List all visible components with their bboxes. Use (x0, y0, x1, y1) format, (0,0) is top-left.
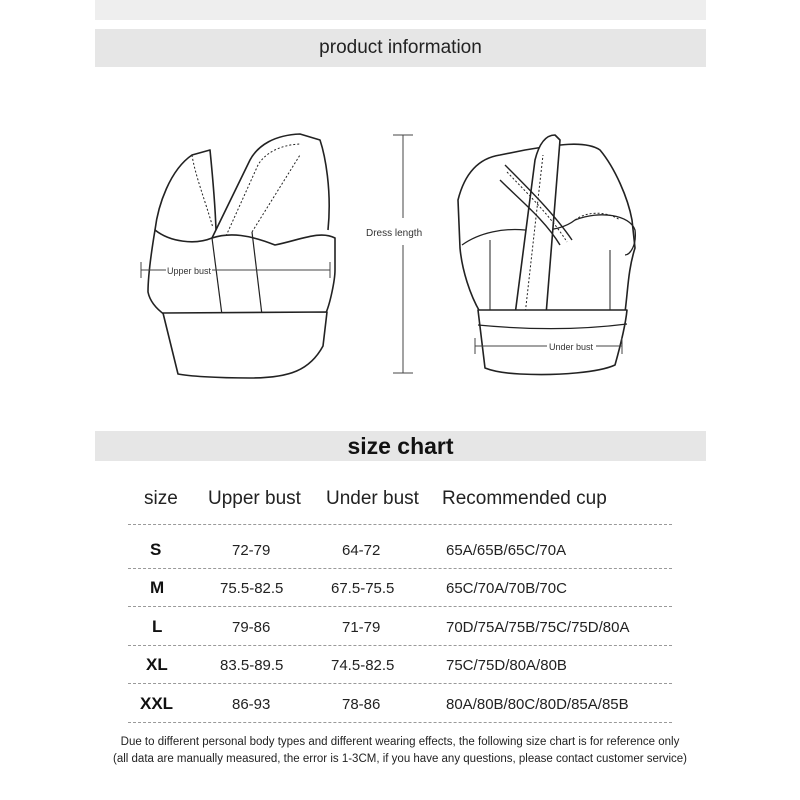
header-under-bust: Under bust (326, 488, 419, 509)
row-under-bust: 71-79 (342, 619, 381, 636)
size-chart-title: size chart (347, 432, 454, 459)
row-size: XL (146, 655, 168, 674)
row-cup: 70D/75A/75B/75C/75D/80A (446, 619, 630, 636)
row-under-bust: 74.5-82.5 (331, 657, 395, 674)
row-divider (128, 606, 672, 607)
top-strip (95, 0, 706, 20)
size-chart-banner (95, 431, 706, 461)
row-divider (128, 683, 672, 684)
product-diagram (0, 120, 800, 400)
row-size: M (150, 578, 165, 597)
disclaimer-line-1: Due to different personal body types and different wearing effects, the following size chart is for reference only (120, 736, 680, 748)
upper-bust-label: Upper bust (167, 266, 212, 276)
header-divider (128, 524, 672, 525)
row-upper-bust: 79-86 (232, 619, 271, 636)
row-upper-bust: 86-93 (232, 696, 271, 713)
row-cup: 65A/65B/65C/70A (446, 542, 567, 559)
disclaimer-line-2: (all data are manually measured, the error is 1-3CM, if you have any questions, please contact customer service) (113, 753, 687, 765)
header-recommended-cup: Recommended cup (442, 488, 607, 509)
row-upper-bust: 72-79 (232, 542, 271, 559)
dress-length-measure (393, 135, 413, 373)
product-information-title: product information (319, 37, 482, 58)
header-upper-bust: Upper bust (208, 488, 301, 509)
back-view-illustration (458, 135, 635, 375)
row-size: L (152, 617, 163, 636)
row-divider (128, 722, 672, 723)
row-upper-bust: 83.5-89.5 (220, 657, 284, 674)
row-cup: 75C/75D/80A/80B (446, 657, 567, 674)
row-size: S (150, 540, 162, 559)
row-cup: 80A/80B/80C/80D/85A/85B (446, 696, 629, 713)
row-under-bust: 64-72 (342, 542, 381, 559)
product-information-banner (95, 29, 706, 67)
dress-length-label: Dress length (366, 228, 423, 239)
row-upper-bust: 75.5-82.5 (220, 580, 284, 597)
header-size: size (144, 488, 178, 509)
under-bust-label: Under bust (549, 342, 594, 352)
row-under-bust: 78-86 (342, 696, 381, 713)
row-size: XXL (140, 694, 174, 713)
row-divider (128, 568, 672, 569)
row-under-bust: 67.5-75.5 (331, 580, 395, 597)
row-divider (128, 645, 672, 646)
bra-diagram-svg (0, 120, 800, 400)
front-view-illustration (148, 134, 335, 378)
row-cup: 65C/70A/70B/70C (446, 580, 567, 597)
